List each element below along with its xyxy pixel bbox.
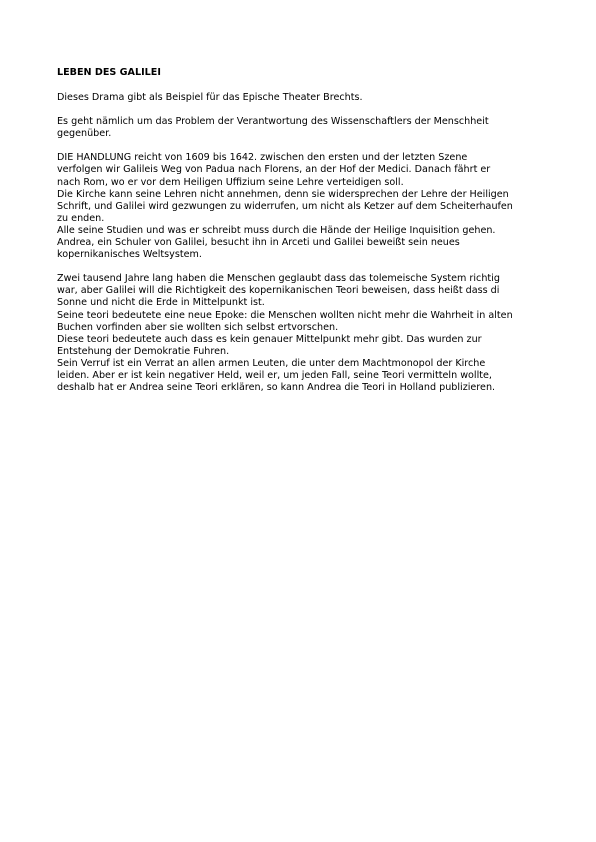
text-line: Sonne und nicht die Erde in Mittelpunkt ist.: [57, 297, 265, 309]
text-line: deshalb hat er Andrea seine Teori erklären, so kann Andrea die Teori in Holland publizieren.: [57, 382, 496, 394]
text-line: zu enden.: [57, 212, 105, 224]
text-line: Zwei tausend Jahre lang haben die Menschen geglaubt dass das tolemeische System richtig: [57, 273, 500, 285]
text-line: Sein Verruf ist ein Verrat an allen armen Leuten, die unter dem Machtmonopol der Kirche: [57, 357, 486, 369]
text-line: nach Rom, wo er vor dem Heiligen Uffizium seine Lehre verteidigen soll.: [57, 176, 404, 188]
document-title: LEBEN DES GALILEI: [57, 67, 161, 78]
text-line: Schrift, und Galilei wird gezwungen zu widerrufen, um nicht als Ketzer auf dem Scheiterhaufen: [57, 200, 513, 212]
text-line: Es geht nämlich um das Problem der Verantwortung des Wissenschaftlers der Menschheit: [57, 116, 489, 128]
paragraph-intro: [57, 92, 541, 104]
text-line: Alle seine Studien und was er schreibt muss durch die Hände der Heilige Inquisition gehen.: [57, 224, 496, 236]
text-line: Seine teori bedeutete eine neue Epoke: die Menschen wollten nicht mehr die Wahrheit in alten: [57, 309, 513, 321]
text-line: war, aber Galilei will die Richtigkeit des kopernikanischen Teori beweisen, dass heißt dass di: [57, 285, 500, 297]
text-line: Buchen vorfinden aber sie wollten sich selbst ertvorschen.: [57, 321, 339, 333]
paragraph-theory: [57, 273, 541, 394]
text-line: Diese teori bedeutete auch dass es kein genauer Mittelpunkt mehr gibt. Das wurden zur: [57, 333, 482, 345]
text-line: Entstehung der Demokratie Fuhren.: [57, 345, 230, 357]
text-line: Dieses Drama gibt als Beispiel für das Epische Theater Brechts.: [57, 92, 363, 104]
text-line: Andrea, ein Schuler von Galilei, besucht ihn in Arceti und Galilei beweißt sein neues: [57, 237, 460, 249]
text-line: DIE HANDLUNG reicht von 1609 bis 1642. zwischen den ersten und der letzten Szene: [57, 152, 468, 164]
paragraph-handlung: [57, 152, 541, 261]
text-line: gegenüber.: [57, 128, 112, 140]
text-line: verfolgen wir Galileis Weg von Padua nach Florens, an der Hof der Medici. Danach fährt er: [57, 164, 491, 176]
document-page: [57, 67, 541, 406]
text-line: Die Kirche kann seine Lehren nicht annehmen, denn sie widersprechen der Lehre der Heiligen: [57, 188, 509, 200]
text-line: kopernikanisches Weltsystem.: [57, 249, 202, 261]
text-line: leiden. Aber er ist kein negativer Held, weil er, um jeden Fall, seine Teori vermitteln wollte,: [57, 369, 492, 381]
paragraph-theme: [57, 116, 541, 140]
